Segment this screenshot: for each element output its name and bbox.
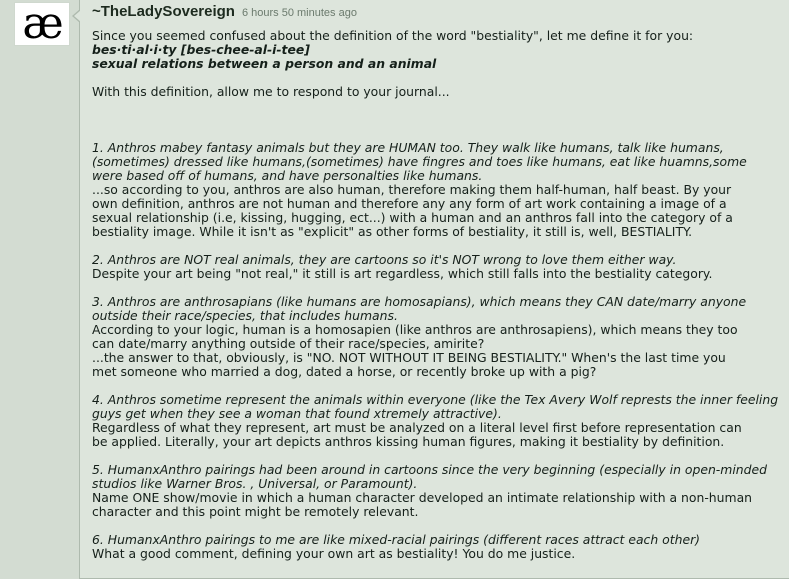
username-link[interactable]: ~TheLadySovereign xyxy=(92,3,235,20)
comment-card xyxy=(79,0,789,579)
comment-text-line: sexual relationship (i.e, kissing, hugging, ect...) with a human and an anthros fall into the category of a xyxy=(92,210,733,225)
comment-text-line: Since you seemed confused about the definition of the word "bestiality", let me define it for you: xyxy=(92,28,694,43)
comment-blank-line xyxy=(92,71,752,85)
comment-text-line: 3. Anthros are anthrosapians (like humans are homosapians), which means they CAN date/marry anyone xyxy=(92,294,747,309)
comment-blank-line xyxy=(92,99,752,113)
comment-text-line: met someone who married a dog, dated a horse, or recently broke up with a pig? xyxy=(92,364,597,379)
comment-text-line: studios like Warner Bros. , Universal, or Paramount). xyxy=(92,476,418,491)
comment-text-line: own definition, anthros are not human and therefore any any form of art work containing a image of a xyxy=(92,196,727,211)
comment-text-line: 4. Anthros sometime represent the animals within everyone (like the Tex Avery Wolf represts the inner feeling xyxy=(92,392,779,407)
comment-text-line: According to your logic, human is a homosapien (like anthros are anthrosapiens), which means they too xyxy=(92,322,738,337)
comment-text-line: guys get when they see a woman that found xtremely attractive). xyxy=(92,406,502,421)
comment-timestamp[interactable]: 6 hours 50 minutes ago xyxy=(241,7,357,19)
comment-text-line: bes·ti·al·i·ty [bes-chee-al-i-tee] xyxy=(92,42,310,57)
comment-body xyxy=(92,28,779,561)
comment-text-line: bestiality image. While it isn't as "explicit" as other forms of bestiality, it still is, well, BESTIALITY. xyxy=(92,224,693,239)
comment-blank-line xyxy=(92,379,752,393)
comment-blank-line xyxy=(92,281,752,295)
comment-blank-line xyxy=(92,113,752,127)
comment-text-line: 2. Anthros are NOT real animals, they are cartoons so it's NOT wrong to love them either way. xyxy=(92,252,677,267)
comment-blank-line xyxy=(92,449,752,463)
comment-text-line: ...so according to you, anthros are also human, therefore making them half-human, half beast. By your xyxy=(92,182,732,197)
comment-text-line: 6. HumanxAnthro pairings to me are like mixed-racial pairings (different races attract each other) xyxy=(92,532,700,547)
comment-text-line: Regardless of what they represent, art must be analyzed on a literal level first before representation can xyxy=(92,420,742,435)
comment-header xyxy=(92,1,357,20)
comment-text-line: be applied. Literally, your art depicts anthros kissing human figures, making it bestiality by definition. xyxy=(92,434,725,449)
comment-text-line: Name ONE show/movie in which a human character developed an intimate relationship with a non-human xyxy=(92,490,753,505)
comment-text-line: With this definition, allow me to respond to your journal... xyxy=(92,84,450,99)
comment-blank-line xyxy=(92,127,752,141)
comment-blank-line xyxy=(92,519,752,533)
comment-blank-line xyxy=(92,239,752,253)
comment-text-line: outside their race/species, that includes humans. xyxy=(92,308,398,323)
comment-text-line: Despite your art being "not real," it still is art regardless, which still falls into the bestiality category. xyxy=(92,266,713,281)
comment-text-line: (sometimes) dressed like humans,(sometimes) have fingres and toes like humans, eat like huamns,some xyxy=(92,154,747,169)
user-avatar[interactable] xyxy=(14,0,70,49)
comment-text-line: 1. Anthros mabey fantasy animals but they are HUMAN too. They walk like humans, talk like humans, xyxy=(92,140,724,155)
comment-text-line: 5. HumanxAnthro pairings had been around in cartoons since the very beginning (especially in open-minded xyxy=(92,462,767,477)
comment-text-line: character and this point might be remotely relevant. xyxy=(92,504,419,519)
comment-text-line: were based off of humans, and have personalties like humans. xyxy=(92,168,483,183)
avatar-glyph: æ xyxy=(22,0,62,49)
comment-text-line: can date/marry anything outside of their race/species, amirite? xyxy=(92,336,485,351)
comment-text-line: What a good comment, defining your own art as bestiality! You do me justice. xyxy=(92,546,576,561)
comment-text-line: sexual relations between a person and an animal xyxy=(92,56,437,71)
comment-text-line: ...the answer to that, obviously, is "NO. NOT WITHOUT IT BEING BESTIALITY." When's the last time you xyxy=(92,350,726,365)
